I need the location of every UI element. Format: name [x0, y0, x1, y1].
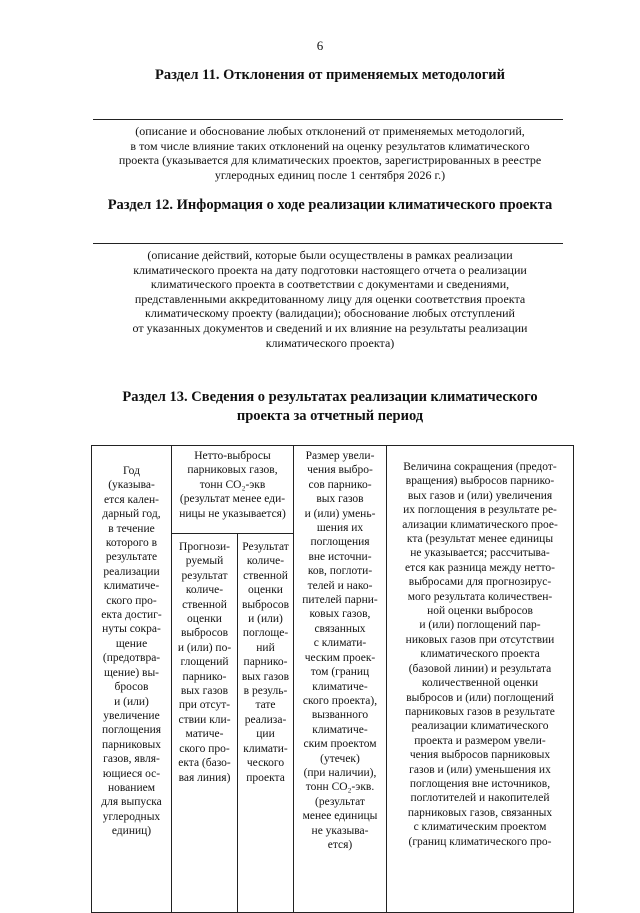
- cell-text-line: ющиеся ос-: [102, 767, 161, 780]
- cell-text-line: том (границ: [310, 666, 370, 679]
- net-emissions-header-cell: [172, 446, 294, 534]
- note-line: (описание и обоснование любых отклонений от применяемых методологий,: [135, 124, 525, 138]
- cell-text-line: Размер увели-: [305, 450, 375, 462]
- cell-text-line: выбросов и (или) поглощений: [406, 691, 554, 704]
- cell-text-line: углеродных: [102, 810, 161, 823]
- cell-text-line: вых газов: [180, 685, 229, 698]
- cell-text-line: шения их: [316, 522, 364, 535]
- cell-text-line: ализации климатического прое-: [402, 518, 558, 531]
- cell-text-line: поглощения: [310, 536, 370, 549]
- cell-text-line: ческого: [246, 757, 285, 770]
- cell-text-line: и (или): [248, 613, 283, 626]
- cell-text-line: вых газов: [241, 670, 290, 683]
- note-line: в том числе влияние таких отклонений на оценку результатов климатического: [130, 138, 530, 153]
- cell-text-line: климатического проекта: [420, 648, 540, 661]
- cell-text-line: поглощения: [101, 724, 162, 737]
- cell-text-line: парнико-: [243, 656, 288, 669]
- cell-text-line: парниковых газов, связанных: [407, 806, 553, 819]
- cell-text-line: щение: [115, 637, 148, 650]
- cell-text-line: нованием: [108, 781, 155, 794]
- cell-text-line: кта (результат менее единицы: [406, 533, 554, 546]
- cell-text-line: бросов: [114, 681, 149, 694]
- cell-text-line: с климати-: [313, 637, 367, 650]
- leakage-column-cell: [294, 446, 387, 913]
- section-12-note: [70, 248, 590, 350]
- cell-text-line: телей и нако-: [307, 579, 373, 592]
- cell-text-line: реализа-: [244, 713, 287, 726]
- cell-text-line: екта (базо-: [178, 757, 231, 770]
- cell-text-line: дарный год,: [102, 508, 161, 521]
- cell-text-line: увеличение: [103, 709, 160, 722]
- cell-text-line: никовых газов при отсутствии: [405, 633, 555, 646]
- year-column-cell: [92, 446, 172, 913]
- cell-text-line: которого в: [105, 537, 158, 550]
- cell-text-line: и (или) умень-: [304, 507, 376, 520]
- cell-text-line: Нетто-выбросы: [194, 450, 271, 462]
- section-13-title-line: проекта за отчетный период: [236, 408, 424, 424]
- cell-text-line: в течение: [108, 522, 155, 535]
- cell-text-line: (указыва-: [108, 479, 155, 492]
- cell-text-line: чения выбросов парниковых: [409, 749, 551, 762]
- cell-text-line: вая линия): [178, 771, 231, 784]
- cell-text-line: оценки: [187, 613, 222, 626]
- cell-text-line: (границ климатического про-: [408, 835, 552, 848]
- cell-text-line: ции: [256, 728, 275, 741]
- cell-text-line: оценки: [248, 584, 283, 597]
- cell-text-line: руемый: [185, 555, 224, 568]
- section-13-title: [70, 388, 590, 426]
- results-table: [91, 445, 574, 913]
- cell-text-line: Год: [123, 465, 140, 477]
- cell-text-line: ется): [327, 838, 353, 851]
- cell-text-line: количе-: [246, 555, 285, 568]
- cell-text-line: тонн CO₂-экв: [199, 478, 266, 491]
- cell-text-line: не указывается; рассчитыва-: [410, 547, 550, 560]
- cell-text-line: при отсут-: [178, 699, 231, 712]
- note-line: проекта (указывается для климатических проектов, зарегистрированных в реестре: [118, 153, 542, 168]
- cell-text-line: ческим проек-: [304, 651, 376, 664]
- section-12-fill-line: [93, 243, 563, 244]
- cell-text-line: ний: [256, 641, 275, 654]
- cell-text-line: ков, поглоти-: [307, 565, 373, 578]
- cell-text-line: и (или) поглощений пар-: [419, 619, 541, 632]
- cell-text-line: ствии кли-: [178, 713, 231, 726]
- cell-text-line: и (или) по-: [177, 641, 232, 654]
- cell-text-line: ственной: [243, 569, 288, 582]
- section-11-fill-line: [93, 119, 563, 120]
- note-line: климатического проекта на дату подготовки настоящего отчета о реализации: [133, 262, 527, 277]
- cell-text-line: выбросами для прогнозирус-: [408, 576, 552, 589]
- cell-text-line: ется как разница между нетто-: [405, 561, 555, 574]
- cell-text-line: (результат: [315, 795, 365, 808]
- cell-text-line: проекта и размером увели-: [414, 734, 546, 747]
- note-line: климатического проекта в соответствии с документами и сведениями,: [150, 277, 510, 292]
- cell-text-line: пителей парни-: [302, 594, 378, 607]
- section-11-title: Раздел 11. Отклонения от применяемых методологий: [154, 67, 505, 83]
- cell-text-line: мого результата количествен-: [407, 590, 553, 603]
- cell-text-line: ется кален-: [104, 493, 159, 506]
- section-13-title-line: Раздел 13. Сведения о результатах реализации климатического: [122, 389, 538, 405]
- cell-text-line: (результат менее еди-: [179, 493, 286, 506]
- cell-text-line: количественной оценки: [421, 677, 539, 690]
- forecast-baseline-cell: [172, 534, 238, 913]
- cell-text-line: вых газов и (или) увеличения: [407, 489, 553, 502]
- note-line: от указанных документов и сведений и их влияние на результаты реализации: [132, 320, 528, 335]
- cell-text-line: вых газов: [316, 493, 364, 506]
- cell-text-line: поглоще-: [242, 627, 289, 640]
- cell-text-line: ским проектом: [303, 738, 377, 751]
- cell-text-line: ницы не указывается): [179, 507, 286, 520]
- note-line: (описание действий, которые были осуществлены в рамках реализации: [147, 248, 513, 262]
- cell-text-line: ковых газов,: [309, 608, 371, 621]
- cell-text-line: количе-: [185, 584, 224, 597]
- cell-text-line: (утечек): [320, 752, 360, 765]
- cell-text-line: парнико-: [182, 670, 227, 683]
- cell-text-line: тате: [255, 699, 276, 712]
- cell-text-line: щение) вы-: [103, 666, 160, 679]
- cell-text-line: екта достиг-: [101, 609, 162, 622]
- cell-text-line: реализации климатического: [411, 720, 549, 733]
- reduction-column-cell: [387, 446, 574, 913]
- cell-text-line: нуты сокра-: [102, 623, 161, 636]
- note-line: климатического проекта): [265, 335, 395, 350]
- cell-text-line: климатиче-: [312, 723, 368, 736]
- cell-text-line: ственной: [182, 598, 227, 611]
- cell-text-line: выбросов: [241, 598, 290, 611]
- cell-text-line: ского проекта),: [302, 694, 378, 707]
- note-line: углеродных единиц после 1 сентября 2026 г.): [214, 167, 446, 182]
- page-number: 6: [316, 38, 324, 53]
- cell-text-line: вызванного: [311, 709, 369, 722]
- cell-text-line: проекта: [246, 771, 285, 784]
- cell-text-line: менее единицы: [302, 810, 378, 823]
- cell-text-line: парниковых газов,: [187, 464, 278, 477]
- cell-text-line: (предотвра-: [102, 652, 161, 665]
- section-11-note: [70, 124, 590, 182]
- cell-text-line: результате: [105, 551, 158, 564]
- cell-text-line: Величина сокращения (предот-: [403, 461, 557, 473]
- cell-text-line: не указыва-: [311, 824, 369, 837]
- cell-text-line: реализации: [103, 565, 160, 578]
- section-12-title: Раздел 12. Информация о ходе реализации климатического проекта: [107, 197, 553, 213]
- cell-text-line: газов, явля-: [103, 753, 160, 766]
- cell-text-line: газов и (или) уменьшения их: [409, 763, 551, 776]
- cell-text-line: ского про-: [106, 594, 157, 607]
- cell-text-line: результат: [181, 569, 228, 582]
- cell-text-line: климатиче-: [312, 680, 368, 693]
- cell-text-line: климатиче-: [103, 580, 160, 593]
- cell-text-line: сов парнико-: [308, 478, 372, 491]
- cell-text-line: Результат: [242, 541, 289, 553]
- cell-text-line: вращения) выбросов парнико-: [405, 475, 555, 488]
- note-line: климатическому проекту (валидации); обоснование любых отступлений: [145, 306, 515, 321]
- cell-text-line: их поглощения в результате ре-: [403, 504, 557, 517]
- cell-text-line: поглощения вне источников,: [409, 777, 551, 790]
- cell-text-line: вне источни-: [308, 550, 372, 563]
- cell-text-line: выбросов: [180, 627, 229, 640]
- cell-text-line: климати-: [243, 742, 288, 755]
- cell-text-line: (базовой линии) и результата: [408, 662, 552, 675]
- cell-text-line: (при наличии),: [303, 766, 377, 779]
- cell-text-line: поглотителей и накопителей: [410, 792, 550, 805]
- project-result-cell: [238, 534, 294, 913]
- cell-text-line: тонн CO₂-экв.: [305, 781, 375, 794]
- cell-text-line: связанных: [314, 622, 366, 635]
- cell-text-line: матиче-: [185, 728, 224, 741]
- cell-text-line: глощений: [180, 656, 229, 669]
- cell-text-line: ского про-: [179, 742, 230, 755]
- cell-text-line: Прогнози-: [179, 541, 230, 553]
- cell-text-line: парниковых: [102, 738, 161, 751]
- cell-text-line: в резуль-: [243, 685, 288, 698]
- cell-text-line: с климатическим проектом: [413, 821, 547, 834]
- cell-text-line: ной оценки выбросов: [427, 605, 533, 618]
- cell-text-line: единиц): [111, 825, 152, 838]
- cell-text-line: для выпуска: [101, 796, 162, 809]
- cell-text-line: чения выбро-: [307, 464, 373, 477]
- cell-text-line: и (или): [114, 695, 149, 708]
- note-line: представленными аккредитованному лицу для оценки соответствия проекта: [134, 291, 526, 306]
- cell-text-line: парниковых газов в результате: [405, 705, 555, 718]
